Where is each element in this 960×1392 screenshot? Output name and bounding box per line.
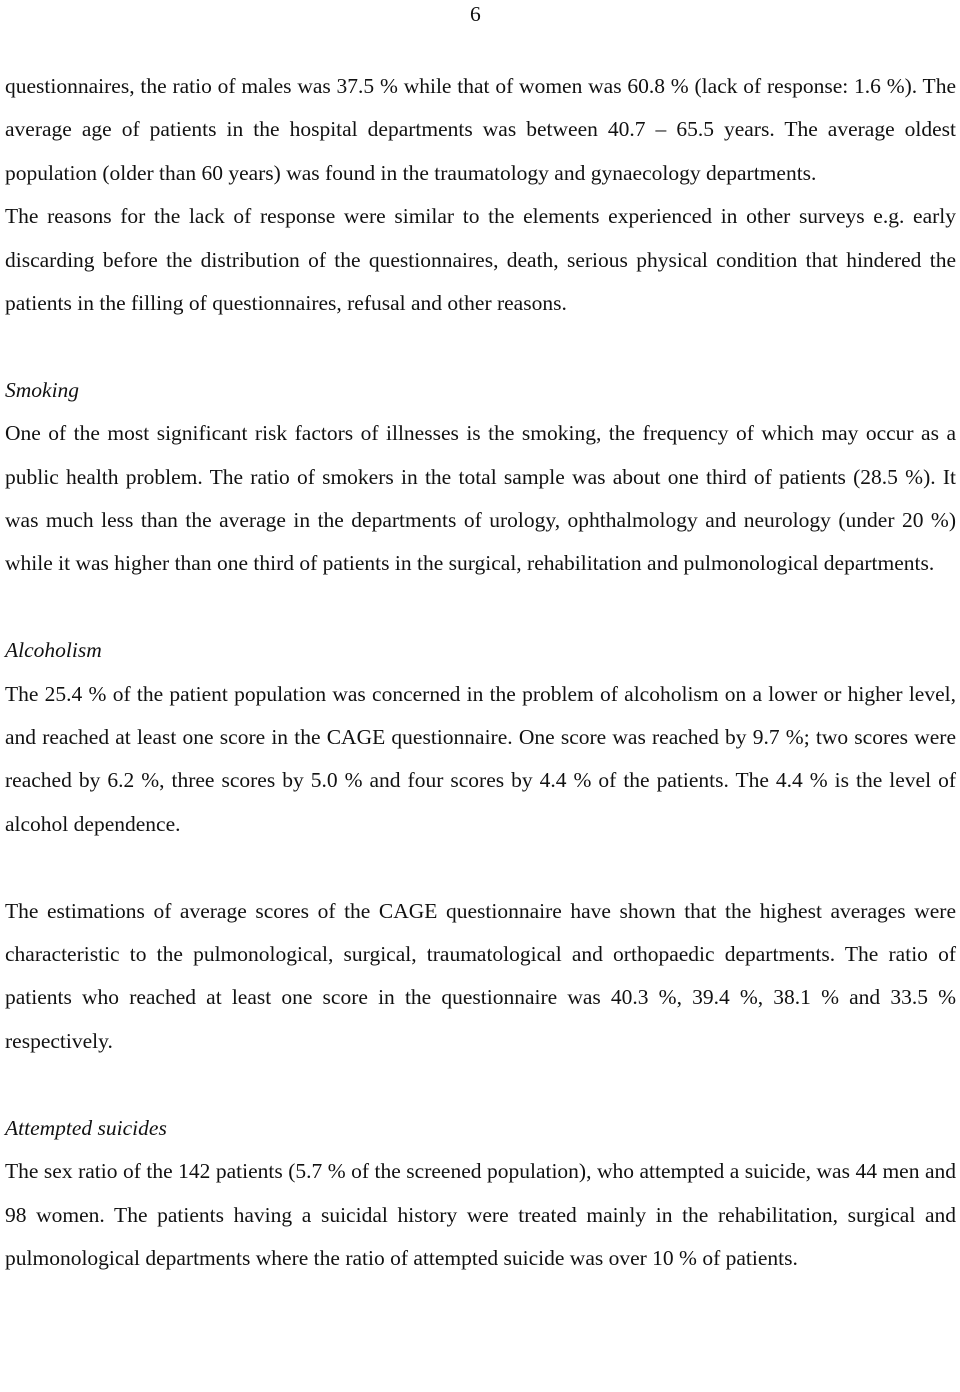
- paragraph-alcoholism: The 25.4 % of the patient population was concerned in the problem of alcoholism on a lower or higher level, and reached at least one score in the CAGE questionnaire. One score was reached by 9.7 %; two scores were reached by 6.2 %, three scores by 5.0 % and four scores by 4.4 % of the patients. The 4.4 % is the level of alcohol dependence.: [5, 681, 956, 836]
- section-spacer: [5, 846, 956, 889]
- section-spacer: [5, 325, 956, 368]
- section-heading-attempted-suicides: Attempted suicides: [5, 1115, 167, 1140]
- section-heading-alcoholism: Alcoholism: [5, 638, 102, 663]
- paragraph-attempted-suicides: The sex ratio of the 142 patients (5.7 % of the screened population), who attempted a suicide, was 44 men and 98 women. The patients having a suicidal history were treated mainly in the rehabilitation, surgical and pulmonological departments where the ratio of attempted suicide was over 10 % of patients.: [5, 1159, 956, 1270]
- page-number: 6: [470, 2, 481, 26]
- section-heading-smoking: Smoking: [5, 377, 80, 402]
- paragraph-cage-estimations: The estimations of average scores of the CAGE questionnaire have shown that the highest averages were characteristic to the pulmonological, surgical, traumatological and orthopaedic departments. The ratio of patients who reached at least one score in the questionnaire was 40.3 %, 39.4 %, 38.1 % and 33.5 % respectively.: [5, 898, 956, 1053]
- paragraph-intro-reasons: The reasons for the lack of response were similar to the elements experienced in other surveys e.g. early discarding before the distribution of the questionnaires, death, serious physical condition that hindered the patients in the filling of questionnaires, refusal and other reasons.: [5, 204, 956, 316]
- section-spacer: [5, 586, 956, 629]
- paragraph-smoking: One of the most significant risk factors of illnesses is the smoking, the frequency of which may occur as a public health problem. The ratio of smokers in the total sample was about one third of patients (28.5 %). It was much less than the average in the departments of urology, ophthalmology and neurology (under 20 %) while it was higher than one third of patients in the surgical, rehabilitation and pulmonological departments.: [5, 421, 956, 576]
- section-spacer: [5, 1063, 956, 1106]
- document-content: [5, 65, 956, 1280]
- paragraph-intro-response: questionnaires, the ratio of males was 37.5 % while that of women was 60.8 % (lack of response: 1.6 %). The average age of patients in the hospital departments was between 40.7 – 65.5 years. The average oldest population (older than 60 years) was found in the traumatology and gynaecology departments.: [5, 74, 956, 185]
